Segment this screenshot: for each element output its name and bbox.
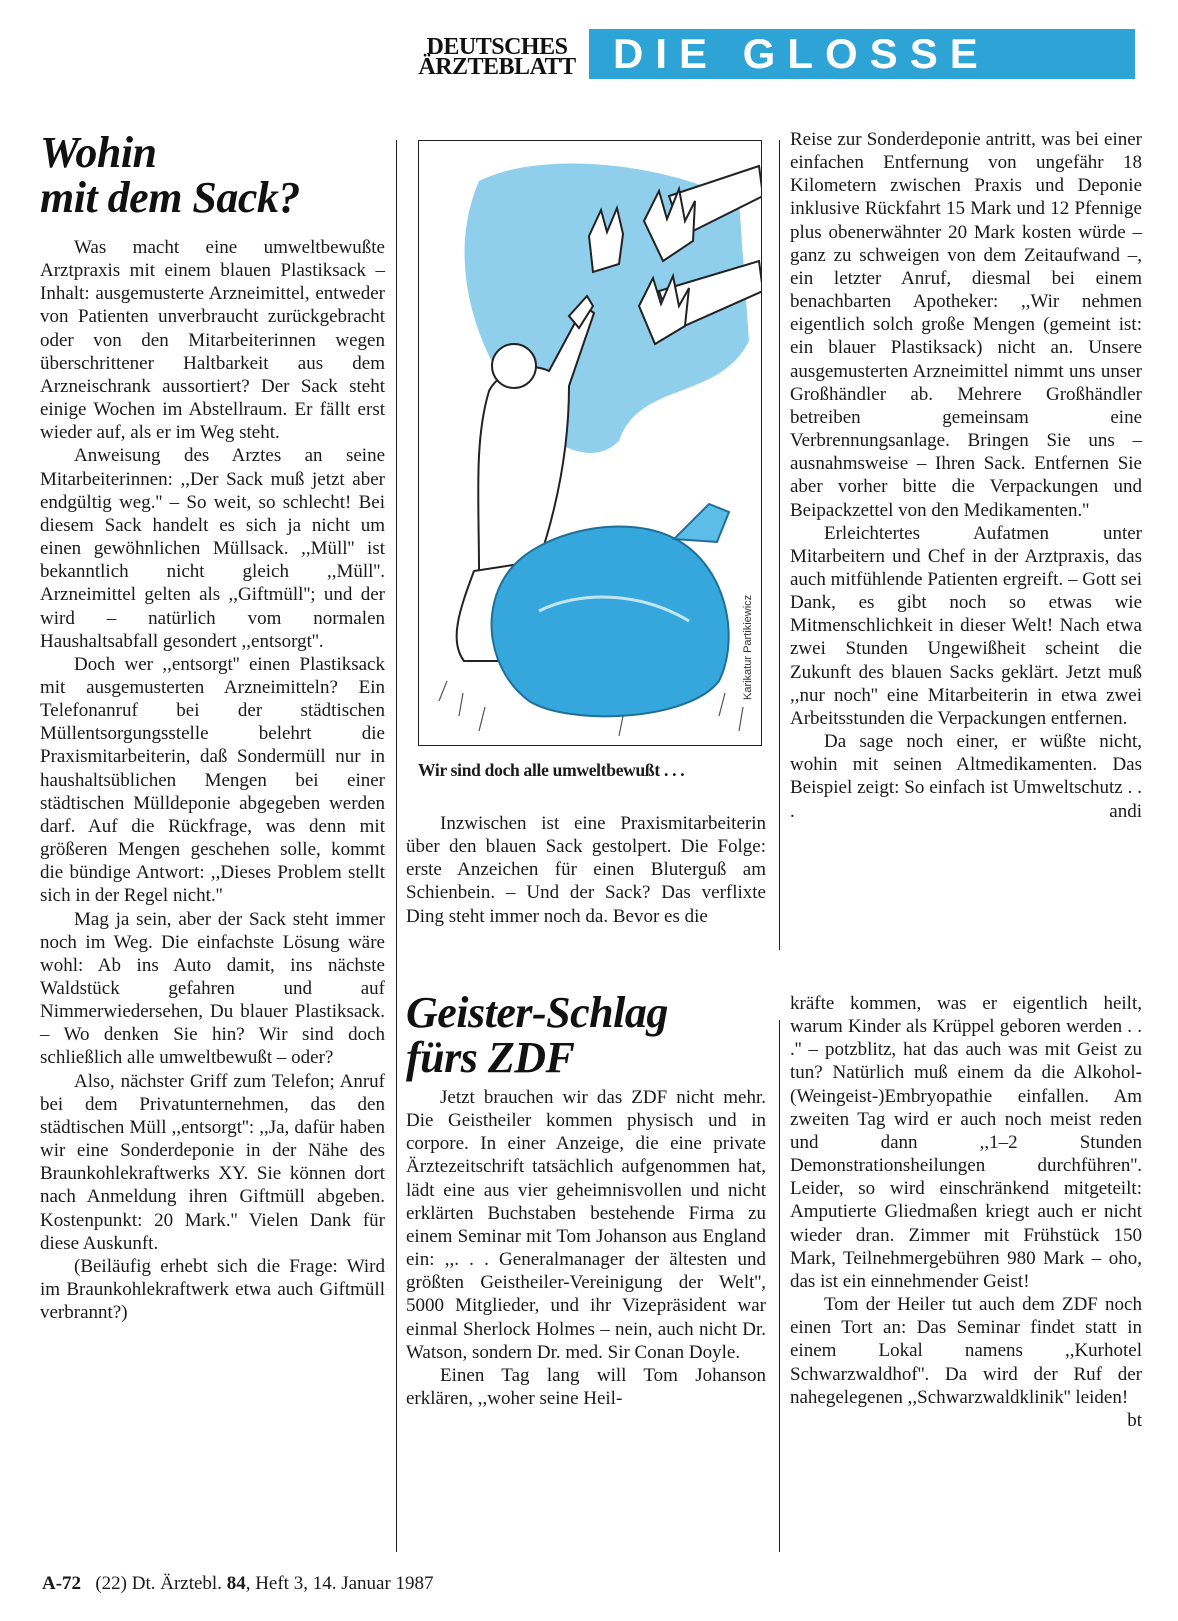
paragraph: Mag ja sein, aber der Sack steht immer noch im Weg. Die einfachste Lösung wäre wohl: Ab ins Auto damit, ins nächste Waldstück gefahren und auf Nimmerwiedersehen, Du blauer Plastiksack. – Wo denken Sie hin? Wir sind doch schließlich alle umweltbewußt – oder? [40,908,385,1069]
article2-title [406,990,766,1080]
paragraph: Inzwischen ist eine Praxismitarbeiterin über den blauen Sack gestolpert. Die Folge: erste Anzeichen für einen Bluterguß am Schienbein. – Und der Sack? Das verflixte Ding steht immer noch da. Bevor es die [406,813,766,927]
paragraph: Einen Tag lang will Tom Johanson erklären, ,,woher seine Heil- [406,1364,766,1410]
article1-title-line1: Wohin [40,128,157,177]
paragraph: Doch wer ,,entsorgt'' einen Plastiksack mit ausgemusterten Arzneimitteln? Ein Telefonanruf bei der städtischen Müllentsorgungsstelle belehrt die Praxismitarbeiterin, daß Sondermüll nur in haushaltsüblichen Mengen bei einer städtischen Mülldeponie abgegeben werden darf. Auf die Rückfrage, was denn mit größeren Mengen geschehen solle, kommt die bündige Antwort: ,,Dieses Problem stellt sich in der Regel nicht.'' [40,653,385,907]
paragraph: kräfte kommen, was er eigentlich heilt, warum Kinder als Krüppel geboren werden . . .'' – potzblitz, hat das auch was mit Geist zu tun? Natürlich muß einem da die Alkohol-(Weingeist-)Embryopathie einfallen. Am zweiten Tag wird er auch noch meist reden und dann ,,1–2 Stunden Demonstrationsheilungen durchführen''. Leider, so wird einschränkend mitgeteilt: Amputierte Gliedmaßen kriegt auch er nicht wieder dran. Zimmer mit Frühstück 150 Mark, Teilnehmergebühren 980 Mark – oho, das ist ein einnehmender Geist! [790,993,1142,1292]
paragraph: Was macht eine umweltbewußte Arztpraxis mit einem blauen Plastiksack – Inhalt: ausgemusterte Arzneimittel, entweder von Patienten unverbraucht zurückgebracht oder von den Mitarbeiterinnen wegen überschrittener Haltbarkeit aus dem Arzneischrank aussortiert? Der Sack steht einige Wochen im Abstellraum. Er fällt erst wieder auf, als er im Weg steht. [40,237,385,444]
volume-number: 84 [226,1573,246,1594]
section-banner: DIE GLOSSE [589,29,1135,79]
paragraph: Erleichtertes Aufatmen unter Mitarbeitern und Chef in der Arztpraxis, das auch mitfühlende Patienten ergreift. – Gott sei Dank, es gibt noch so etwas wie Mitmenschlichkeit in dieser Welt! Nach etwa zwei Stunden Ungewißheit scheint die Zukunft des blauen Sacks geklärt. Jetzt muß ,,nur noch'' eine Mitarbeiterin in etwa zwei Arbeitsstunden die Verpackungen entfernen. [790,522,1142,729]
article1-column2 [406,812,766,928]
article1-column1 [40,236,385,1324]
paragraph [790,1293,1142,1431]
article1-signoff: andi [1109,800,1142,822]
paragraph: Reise zur Sonderdeponie antritt, was bei einer einfachen Entfernung von ungefähr 18 Kilometern zwischen Praxis und Deponie inklusive Rückfahrt 15 Mark und 12 Pfennige plus obenerwähnter 20 Mark kosten würde – ganz zu schweigen von dem Zeitaufwand –, ein letzter Anruf, diesmal bei einem benachbarten Apotheker: ,,Wir nehmen eigentlich solch große Mengen (gemeint ist: ein blauer Plastiksack) nicht an. Unsere ausgemusterten Arzneimittel nimmt uns unser Großhändler ab. Mehrere Großhändler betreiben gemeinsam eine Verbrennungsanlage. Bringen Sie uns – ausnahmsweise – Ihren Sack. Entfernen Sie aber vorher bitte die Verpackungen und Beipackzettel von den Medikamenten.'' [790,129,1142,521]
issue-prefix: (22) Dt. Ärztebl. [95,1573,222,1594]
article1-title-line2: mit dem Sack? [40,173,300,222]
article2-title-line2: fürs ZDF [406,1033,575,1082]
article2-column2 [406,1086,766,1410]
article2-column3 [790,992,1142,1432]
article2-title-line1: Geister-Schlag [406,988,668,1037]
masthead-line1: DEUTSCHES [426,34,568,60]
cartoon-drawing [419,141,762,746]
page-footer [42,1573,434,1595]
column-rule-right-top [779,140,780,950]
article2-signoff: bt [1127,1409,1142,1431]
paragraph: Jetzt brauchen wir das ZDF nicht mehr. Die Geistheiler kommen physisch und in corpore. In einer Anzeige, die eine private Ärztezeitschrift tatsächlich aufgenommen hat, lädt eine aus vier geheimnisvollen und nicht erklärten Buchstaben bestehende Firma zu einem Seminar mit Tom Johanson aus England ein: ,,. . . Generalmanager der ältesten und größten Geistheiler-Vereinigung der Welt'', 5000 Mitglieder, und ihr Vizepräsident war einmal Sherlock Holmes – nein, auch nicht Dr. Watson, sondern Dr. med. Sir Conan Doyle. [406,1087,766,1363]
paragraph: (Beiläufig erhebt sich die Frage: Wird im Braunkohlekraftwerk etwa auch Giftmüll verbrannt?) [40,1255,385,1324]
column-rule-left [396,140,397,1552]
issue-suffix: , Heft 3, 14. Januar 1987 [245,1573,434,1594]
paragraph-text: Da sage noch einer, er wüßte nicht, wohin mit seinen Altmedikamenten. Das Beispiel zeigt: So einfach ist Umweltschutz . . . [790,731,1142,822]
masthead-logo [412,34,582,80]
column-rule-right-bottom [779,1020,780,1552]
cartoon-credit: Karikatur Partikiewicz [742,594,754,700]
cartoon-caption: Wir sind doch alle umweltbewußt . . . [418,760,685,780]
paragraph: Also, nächster Griff zum Telefon; Anruf bei dem Privatunternehmen, das den städtischen Müll ,,entsorgt'': ,,Ja, dafür haben wir eine Sonderdeponie in der Nähe des Braunkohlekraftwerks XY. Sie können dort nach Anmeldung ihren Giftmüll abgeben. Kostenpunkt: 20 Mark.'' Vielen Dank für diese Auskunft. [40,1070,385,1254]
paragraph [790,730,1142,823]
paragraph: Anweisung des Arztes an seine Mitarbeiterinnen: ,,Der Sack muß jetzt aber endgültig weg.'' – So weit, so schlecht! Bei diesem Sack handelt es sich ja nicht um einen gewöhnlichen Müllsack. ,,Müll'' ist bekanntlich nicht gleich ,,Müll''. Arzneimittel gelten als ,,Giftmüll''; und der wird – natürlich vom normalen Haushaltsabfall gesondert ,,entsorgt''. [40,445,385,652]
cartoon-illustration [418,140,762,746]
article1-title [40,130,380,220]
article1-column3 [790,128,1142,823]
masthead-line2: ÄRZTEBLATT [418,54,576,80]
page-number: A-72 [42,1573,82,1594]
paragraph-text: Tom der Heiler tut auch dem ZDF noch einen Tort an: Das Seminar findet statt in einem Lokal namens ,,Kurhotel Schwarzwaldhof''. Da wird der Ruf der nahegelegenen ,,Schwarzwaldklinik'' leiden! [790,1294,1142,1408]
